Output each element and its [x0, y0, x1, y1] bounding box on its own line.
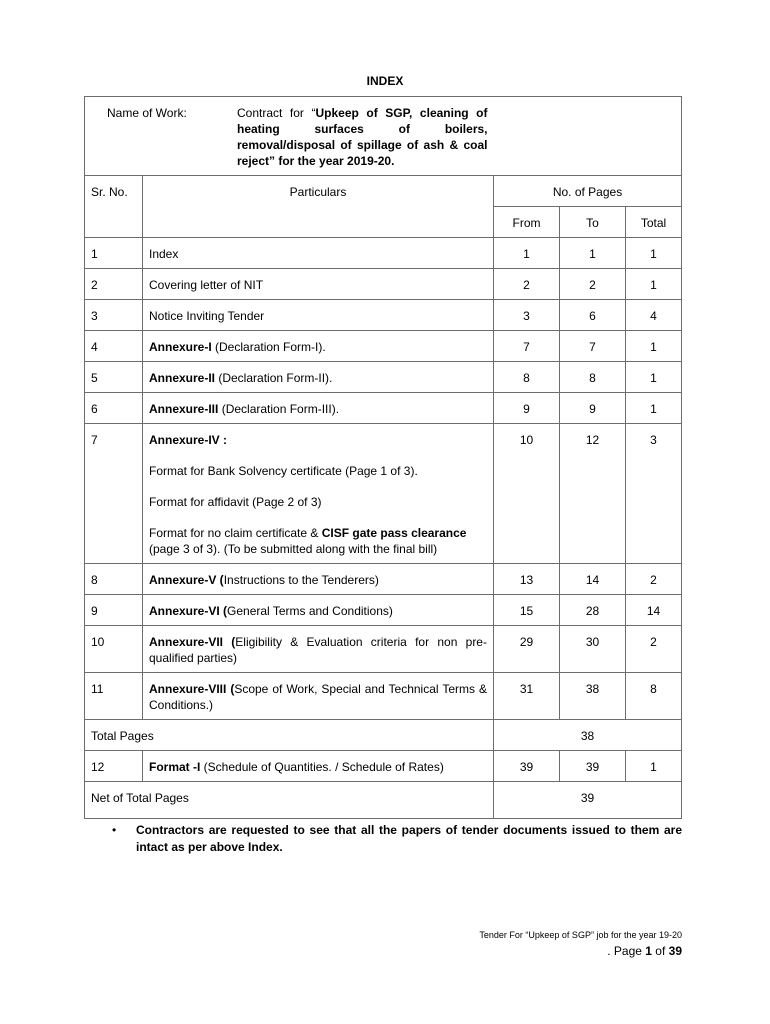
table-row: 7 Annexure-IV : Format for Bank Solvency certificate (Page 1 of 3). Format for affidavit (Page 2 of 3) Format for no claim certificate & CISF gate pass clearance (page 3 of 3). (To be submitted along with the final bill) 10 12 3 — [85, 424, 682, 564]
table-row: 11 Annexure-VIII (Scope of Work, Special and Technical Terms & Conditions.) 31 38 8 — [85, 673, 682, 720]
header-sr-no: Sr. No. — [85, 176, 143, 238]
name-of-work-row — [85, 97, 682, 176]
header-particulars: Particulars — [143, 176, 494, 238]
table-row: 8 Annexure-V (Instructions to the Tenderers) 13 14 2 — [85, 564, 682, 595]
table-row: 3 Notice Inviting Tender 3 6 4 — [85, 300, 682, 331]
annexure-iv-item-3: Format for no claim certificate & CISF gate pass clearance (page 3 of 3). (To be submitted along with the final bill) — [149, 526, 467, 556]
table-row: 1 Index 1 1 1 — [85, 238, 682, 269]
net-total-label: Net of Total Pages — [85, 782, 494, 819]
table-row: 4 Annexure-I (Declaration Form-I). 7 7 1 — [85, 331, 682, 362]
header-row — [85, 176, 682, 207]
table-row: 5 Annexure-II (Declaration Form-II). 8 8 1 — [85, 362, 682, 393]
table-row: 2 Covering letter of NIT 2 2 1 — [85, 269, 682, 300]
note-text: Contractors are requested to see that all the papers of tender documents issued to them are intact as per above Index. — [136, 823, 682, 854]
footer-tender-line: Tender For “Upkeep of SGP” job for the year 19-20 — [479, 930, 682, 940]
header-total: Total — [626, 207, 682, 238]
header-to: To — [560, 207, 626, 238]
total-pages-row — [85, 720, 682, 751]
page-number: . Page 1 of 39 — [607, 944, 682, 958]
table-row: 9 Annexure-VI (General Terms and Conditions) 15 28 14 — [85, 595, 682, 626]
bullet-icon: • — [112, 823, 117, 837]
page-title: INDEX — [366, 74, 404, 88]
total-pages-value: 38 — [494, 720, 682, 751]
table-row: 6 Annexure-III (Declaration Form-III). 9 9 1 — [85, 393, 682, 424]
name-of-work-label: Name of Work: — [107, 106, 187, 120]
annexure-iv-item-1: Format for Bank Solvency certificate (Page 1 of 3). — [149, 464, 418, 478]
index-note — [112, 822, 682, 856]
net-total-value: 39 — [494, 782, 682, 819]
name-of-work-description: Upkeep of SGP, cleaning of heating surfaces of boilers, removal/disposal of spillage of ash & coal reject” for the year 2019-20. — [237, 106, 488, 168]
net-total-row — [85, 782, 682, 819]
annexure-iv-item-2: Format for affidavit (Page 2 of 3) — [149, 495, 322, 509]
table-row: 10 Annexure-VII (Eligibility & Evaluation criteria for non pre-qualified parties) 29 30 2 — [85, 626, 682, 673]
table-row: 12 Format -I (Schedule of Quantities. / Schedule of Rates) 39 39 1 — [85, 751, 682, 782]
header-no-of-pages: No. of Pages — [494, 176, 682, 207]
header-from: From — [494, 207, 560, 238]
total-pages-label: Total Pages — [85, 720, 494, 751]
name-of-work-prefix: Contract for “ — [237, 106, 316, 120]
index-table — [84, 96, 682, 819]
